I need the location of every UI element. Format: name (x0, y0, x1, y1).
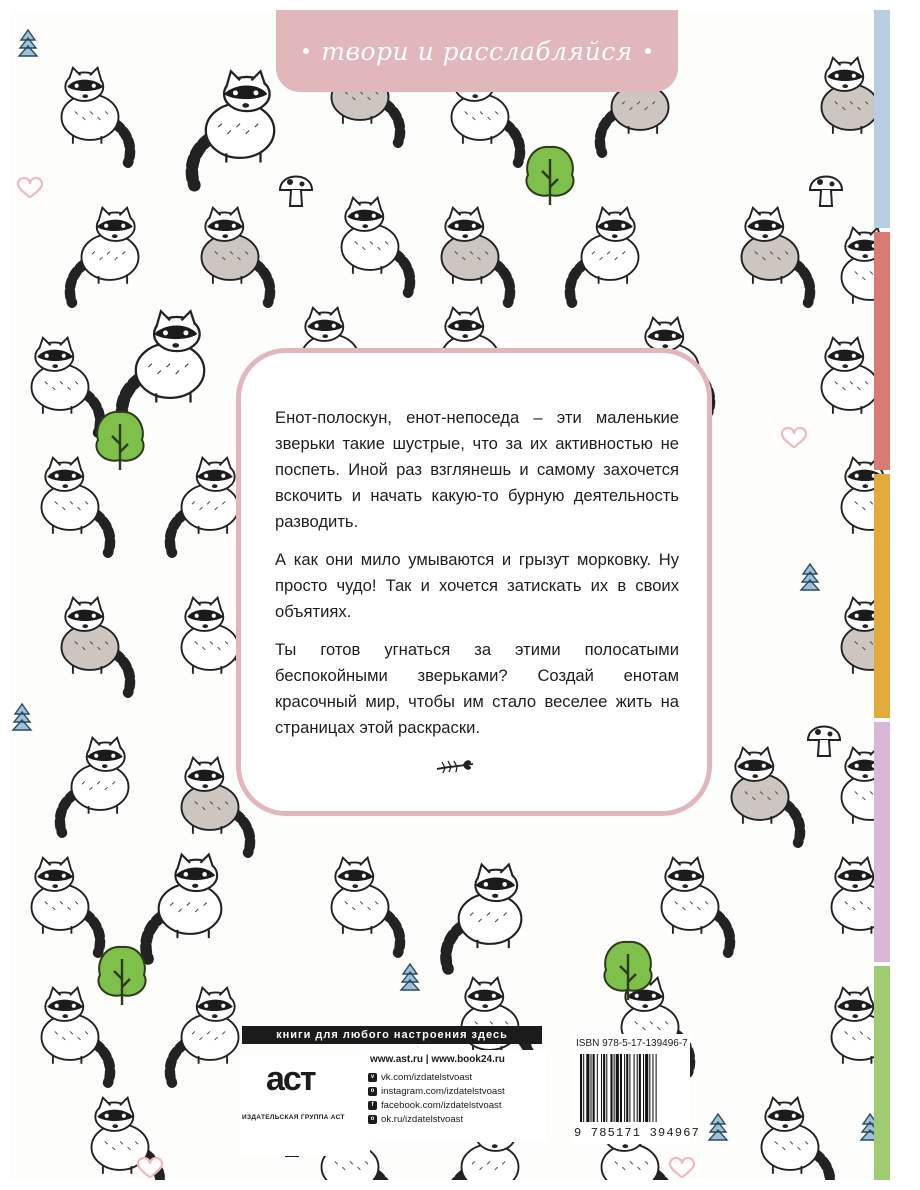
raccoon-icon (62, 598, 131, 693)
raccoon-icon (662, 858, 731, 953)
social-link-facebook[interactable] (368, 1100, 502, 1111)
barcode-number: 9 785171 394967 (574, 1126, 701, 1140)
ok-icon: o (368, 1115, 377, 1124)
social-link-ok[interactable] (368, 1114, 463, 1125)
color-tab-yellow (874, 474, 890, 718)
mushroom-icon (810, 177, 842, 207)
instagram-icon: o (368, 1087, 377, 1096)
raccoon-icon (442, 208, 511, 303)
raccoon-icon (60, 738, 129, 833)
back-cover (10, 10, 890, 1180)
raccoon-icon (170, 988, 239, 1083)
tree-icon (526, 147, 573, 205)
social-link-instagram[interactable] (368, 1086, 505, 1097)
color-tab-strip (874, 10, 890, 1180)
heart-icon (782, 428, 806, 448)
heart-icon (18, 178, 42, 198)
publisher-block (240, 1056, 370, 1156)
raccoon-icon (146, 854, 221, 958)
tree-icon (96, 412, 143, 470)
description-paragraph-1: Енот-полоскун, енот-непоседа – эти маленькие зверьки такие шустрые, что за их активностью не поспеть. Иной раз взглянешь и самому захочется вскочить и начать какую-то бурную деятельность разводить. (275, 408, 679, 531)
raccoon-icon (342, 198, 411, 293)
raccoon-icon (446, 864, 521, 968)
raccoon-icon (31, 338, 100, 433)
fir-icon (13, 704, 31, 730)
series-title: твори и расслабляйся (321, 36, 633, 66)
series-banner (276, 10, 678, 92)
fir-icon (401, 964, 419, 990)
description-card (236, 348, 712, 816)
fir-icon (801, 564, 819, 590)
raccoon-icon (31, 858, 100, 953)
description-text (275, 405, 679, 753)
heart-icon (670, 1158, 694, 1178)
tagline-bar: книги для любого настроения здесь (242, 1026, 542, 1044)
fir-icon (19, 30, 37, 56)
raccoon-icon (762, 1098, 831, 1180)
social-link-text: facebook.com/izdatelstvoast (381, 1100, 502, 1111)
tree-icon (98, 947, 145, 1005)
barcode-block (572, 1034, 701, 1144)
color-tab-green (874, 966, 890, 1180)
color-tab-red (874, 232, 890, 470)
raccoon-icon (202, 208, 271, 303)
fir-icon (709, 1114, 727, 1140)
raccoon-icon (170, 458, 239, 553)
social-link-text: vk.com/izdatelstvoast (381, 1072, 473, 1083)
social-link-vk[interactable] (368, 1072, 472, 1083)
raccoon-icon (42, 988, 111, 1083)
raccoon-icon (192, 71, 274, 185)
website-links[interactable]: www.ast.ru | www.book24.ru (370, 1054, 505, 1065)
mushroom-icon (280, 177, 312, 207)
description-paragraph-3: Ты готов угнаться за этими полосатыми беспокойными зверьками? Создай енотам красочный мир, чтобы им стало веселее жить на страницах этой раскраски. (275, 640, 679, 737)
isbn-label: ISBN 978-5-17-139496-7 (576, 1038, 688, 1049)
banner-dot-right (645, 48, 651, 54)
ast-logo: аст (266, 1060, 315, 1098)
contact-links (366, 1050, 546, 1142)
mushroom-icon (808, 727, 840, 757)
color-tab-blue (874, 10, 890, 228)
raccoon-icon (732, 748, 801, 843)
raccoon-icon (62, 68, 131, 163)
raccoon-icon (742, 208, 811, 303)
social-link-text: instagram.com/izdatelstvoast (381, 1086, 505, 1097)
description-paragraph-2: А как они мило умываются и грызут морковку. Ну просто чудо! Так и хочется затискать их в своих объятиях. (275, 550, 679, 621)
facebook-icon: f (368, 1101, 377, 1110)
banner-dot-left (303, 48, 309, 54)
barcode (578, 1054, 684, 1126)
social-link-text: ok.ru/izdatelstvoast (381, 1114, 464, 1125)
sprig-icon (435, 757, 475, 777)
raccoon-icon (70, 208, 139, 303)
raccoon-icon (42, 458, 111, 553)
vk-icon: v (368, 1073, 377, 1082)
raccoon-icon (570, 208, 639, 303)
raccoon-icon (122, 311, 204, 425)
color-tab-lilac (874, 722, 890, 962)
raccoon-icon (332, 858, 401, 953)
publisher-group-label: ИЗДАТЕЛЬСКАЯ ГРУППА АСТ (242, 1114, 345, 1121)
